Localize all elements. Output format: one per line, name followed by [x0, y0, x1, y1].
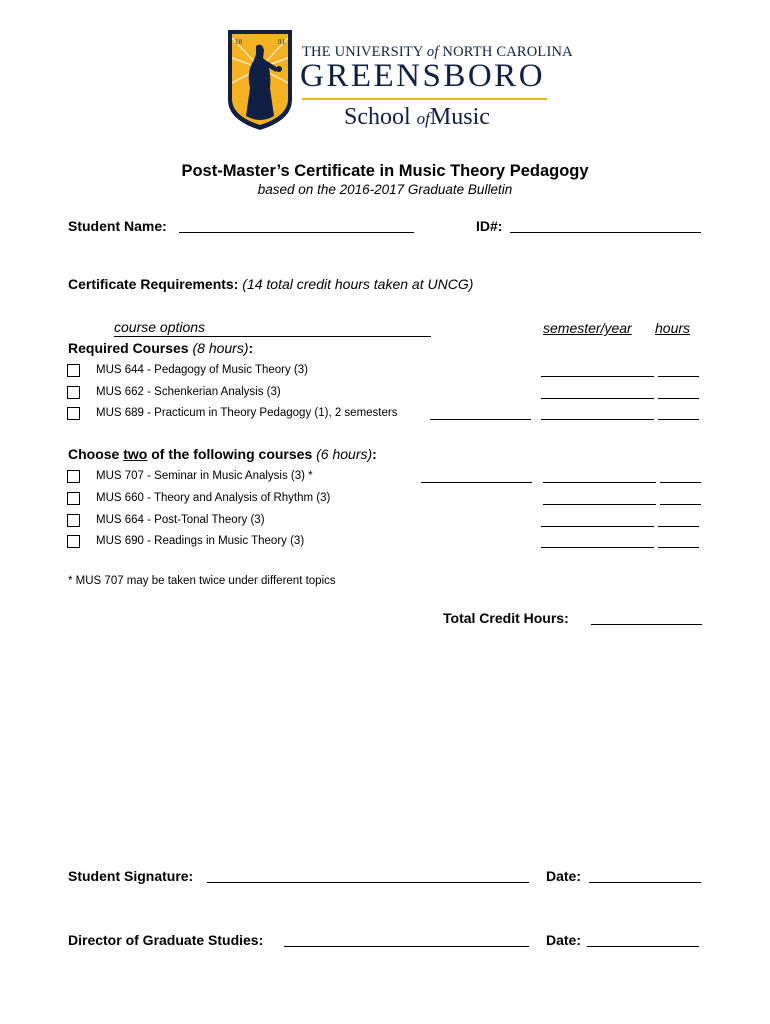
- logo-year-left: 18: [235, 38, 242, 46]
- course-checkbox[interactable]: [67, 407, 80, 420]
- total-credit-label: Total Credit Hours:: [443, 610, 569, 626]
- director-date-label: Date:: [546, 932, 582, 948]
- director-label: Director of Graduate Studies:: [68, 932, 264, 948]
- semester-field[interactable]: [541, 398, 654, 399]
- student-name-field[interactable]: [179, 232, 414, 233]
- course-checkbox[interactable]: [67, 386, 80, 399]
- course-options-label: course options: [114, 319, 206, 335]
- hours-field[interactable]: [658, 419, 699, 420]
- hours-field[interactable]: [660, 504, 701, 505]
- elective-label-post: of the following courses: [147, 446, 313, 462]
- hours-field[interactable]: [658, 547, 699, 548]
- school-suffix: Music: [429, 104, 490, 130]
- id-field[interactable]: [510, 232, 701, 233]
- course-label: MUS 690 - Readings in Music Theory (3): [96, 535, 305, 547]
- course-checkbox[interactable]: [67, 535, 80, 548]
- school-name: [344, 104, 490, 131]
- school-of: of: [416, 109, 430, 128]
- total-credit-field[interactable]: [591, 624, 702, 625]
- semester-year-header: semester/year: [543, 320, 632, 336]
- hours-field[interactable]: [658, 376, 699, 377]
- campus-name: GREENSBORO: [300, 58, 546, 94]
- semester-field[interactable]: [541, 376, 654, 377]
- required-courses-heading: [68, 340, 253, 356]
- footnote: * MUS 707 may be taken twice under different topics: [68, 575, 336, 587]
- course-checkbox[interactable]: [67, 492, 80, 505]
- elective-label-pre: Choose: [68, 446, 124, 462]
- requirements-note: (14 total credit hours taken at UNCG): [242, 276, 474, 292]
- student-date-field[interactable]: [589, 882, 701, 883]
- director-signature-field[interactable]: [284, 946, 529, 947]
- semester-field[interactable]: [541, 526, 654, 527]
- semester-field[interactable]: [543, 482, 656, 483]
- page-title: Post-Master’s Certificate in Music Theory Pedagogy: [181, 162, 589, 180]
- student-date-label: Date:: [546, 868, 582, 884]
- hours-header: hours: [655, 320, 691, 336]
- semester-field-first[interactable]: [430, 419, 531, 420]
- elective-colon: :: [372, 446, 377, 462]
- elective-courses-heading: [68, 446, 377, 462]
- logo-divider: [302, 98, 547, 100]
- required-colon: :: [248, 340, 254, 356]
- course-checkbox[interactable]: [67, 470, 80, 483]
- semester-field[interactable]: [541, 547, 654, 548]
- course-options-header: [114, 319, 431, 337]
- logo-year-right: 91: [278, 38, 285, 46]
- required-hours: (8 hours): [192, 340, 249, 356]
- semester-field[interactable]: [543, 504, 656, 505]
- course-checkbox[interactable]: [67, 364, 80, 377]
- required-label: Required Courses: [68, 340, 189, 356]
- course-label: MUS 662 - Schenkerian Analysis (3): [96, 386, 281, 398]
- page-subtitle: based on the 2016-2017 Graduate Bulletin: [257, 182, 513, 197]
- requirements-label: Certificate Requirements:: [68, 276, 239, 292]
- course-label: MUS 707 - Seminar in Music Analysis (3) *: [96, 470, 313, 482]
- semester-field-first[interactable]: [421, 482, 532, 483]
- semester-field[interactable]: [541, 419, 654, 420]
- course-label: MUS 644 - Pedagogy of Music Theory (3): [96, 364, 308, 376]
- id-label: ID#:: [476, 218, 503, 234]
- student-signature-label: Student Signature:: [68, 868, 194, 884]
- course-checkbox[interactable]: [67, 514, 80, 527]
- school-prefix: School: [344, 104, 411, 130]
- univ-prefix: THE UNIVERSITY: [302, 44, 424, 60]
- course-label: MUS 664 - Post-Tonal Theory (3): [96, 514, 265, 526]
- course-label: MUS 660 - Theory and Analysis of Rhythm (3): [96, 492, 331, 504]
- elective-label-two: two: [123, 446, 148, 462]
- director-date-field[interactable]: [587, 946, 699, 947]
- student-signature-field[interactable]: [207, 882, 529, 883]
- requirements-line: [68, 276, 473, 292]
- elective-hours: (6 hours): [316, 446, 373, 462]
- course-label: MUS 689 - Practicum in Theory Pedagogy (1), 2 semesters: [96, 407, 398, 419]
- univ-of: of: [426, 44, 439, 60]
- student-name-label: Student Name:: [68, 218, 167, 234]
- univ-suffix: NORTH CAROLINA: [442, 44, 573, 60]
- hours-field[interactable]: [658, 398, 699, 399]
- hours-field[interactable]: [658, 526, 699, 527]
- hours-field[interactable]: [660, 482, 701, 483]
